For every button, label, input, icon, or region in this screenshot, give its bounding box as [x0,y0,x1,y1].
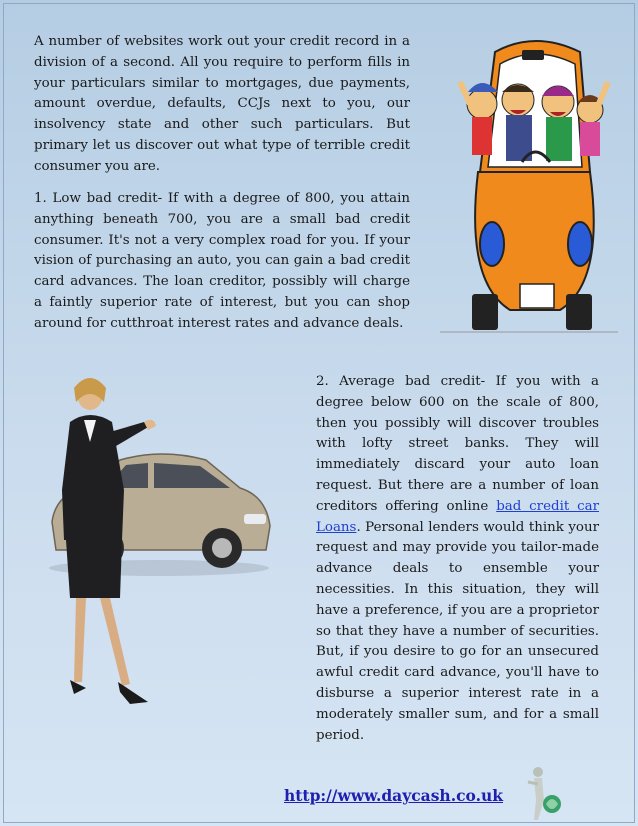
paragraph-average-bad-credit [316,372,599,746]
bad-credit-car-loans-link[interactable]: bad credit car Loans [316,498,599,535]
decorative-figure-icon [524,764,564,822]
paragraph-credit-record: A number of websites work out your credit record in a division of a second. All you require to perform fills in your particulars similar to mortgages, due payments, amount overdue, defaults, CCJs next to you, our insolvency state and other such particulars. But primary let us discover out what type of terrible credit consumer you are. [34,34,410,174]
cartoon-car-illustration [440,22,620,337]
paragraph-text-end: . Personal lenders would think your request and may provide you tailor-made advance deals to ensemble your necessities. In this situation, they will have a preference, if you are a proprietor so that they have a number of securities. But, if you desire to go for an unsecured awful credit card advance, you'll have to disburse a superior interest rate in a moderately smaller sum, and for a small period. [316,519,599,743]
paragraph-low-bad-credit: 1. Low bad credit- If with a degree of 800, you attain anything beneath 700, you are a small bad credit consumer. It's not a very complex road for you. If your vision of purchasing an auto, you can gain a bad credit card advances. The loan creditor, possibly will charge a faintly superior rate of interest, but you can shop around for cutthroat interest rates and advance deals. [34,191,410,331]
footer-website-link[interactable]: http://www.daycash.co.uk [284,786,504,805]
paragraph-text-start: 2. Average bad credit- If you with a degree below 600 on the scale of 800, then you possibly will discover troubles with lofty street banks. They will immediately discard your auto loan request. But there are a number of loan creditors offering online [316,374,599,514]
businesswoman-photo [60,372,170,722]
